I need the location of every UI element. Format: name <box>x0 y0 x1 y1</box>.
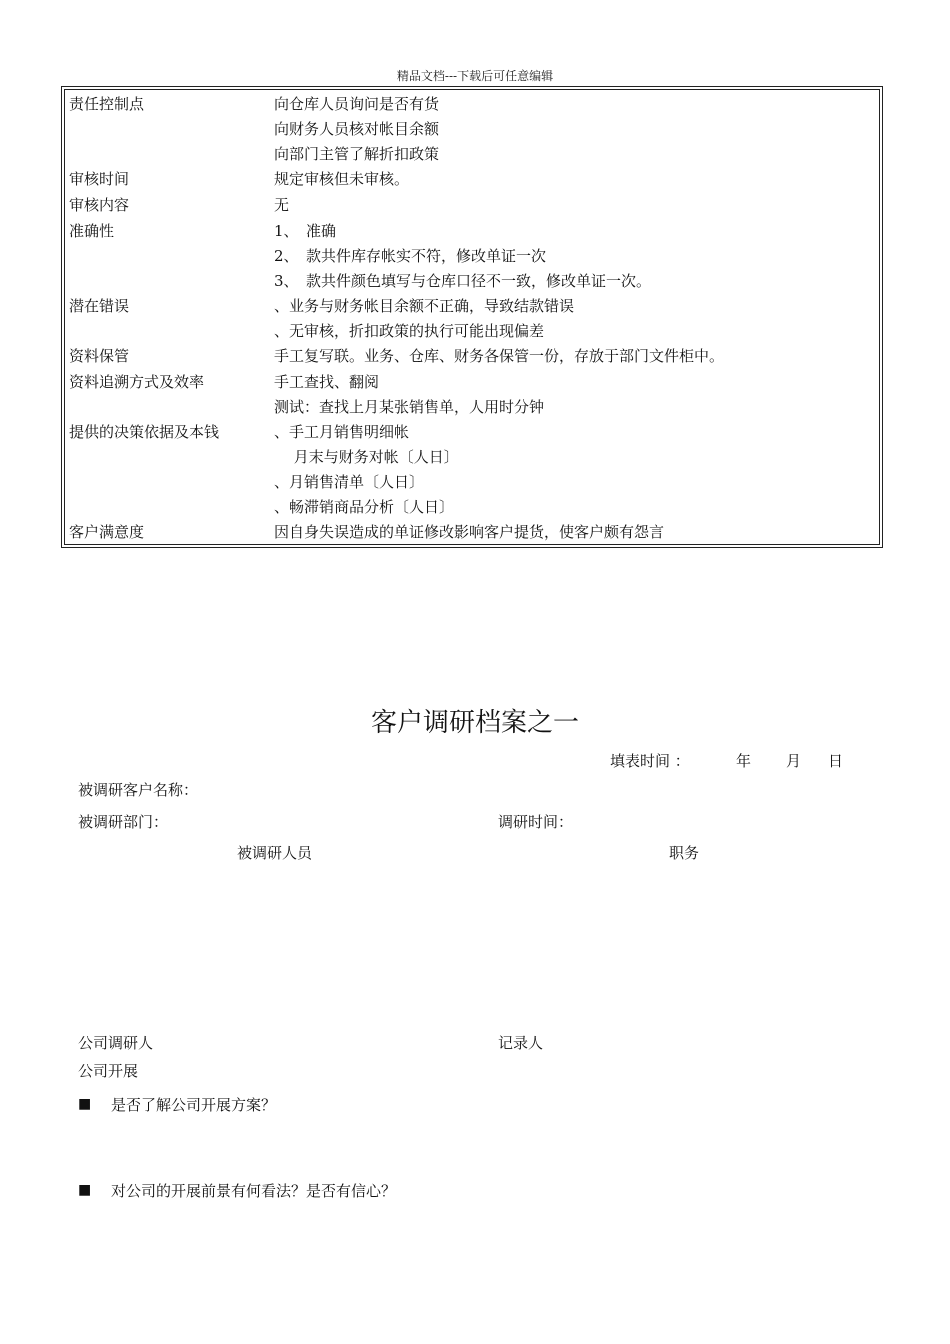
control-table <box>64 89 880 545</box>
row-value: 、手工月销售明细帐 <box>274 423 410 441</box>
position-label: 职务 <box>669 844 700 862</box>
survey-time-label: 调研时间： <box>498 813 574 831</box>
department-label: 被调研部门： <box>78 813 169 831</box>
row-label: 责任控制点 <box>69 95 145 113</box>
row-value: 、畅滞销商品分析〔人日〕 <box>274 498 455 516</box>
row-value: 月末与财务对帐〔人日〕 <box>274 448 459 466</box>
row-label: 资料保管 <box>69 347 130 365</box>
page-header: 精品文档---下载后可任意编辑 <box>396 69 554 83</box>
row-label: 潜在错误 <box>69 297 130 315</box>
row-value: 手工复写联。业务、仓库、财务各保管一份，存放于部门文件柜中。 <box>274 347 725 365</box>
row-label: 审核内容 <box>69 196 130 214</box>
row-label: 资料追溯方式及效率 <box>69 373 205 391</box>
row-value: 2、 款共件库存帐实不符，修改单证一次 <box>274 247 547 265</box>
company-development-label: 公司开展 <box>78 1062 139 1080</box>
row-value: 向仓库人员询问是否有货 <box>274 95 440 113</box>
row-value: 无 <box>274 196 290 214</box>
row-label: 准确性 <box>69 222 115 240</box>
row-value: 规定审核但未审核。 <box>274 170 410 188</box>
row-value: 手工查找、翻阅 <box>274 373 380 391</box>
row-value: 1、 准确 <box>274 222 337 240</box>
row-label: 审核时间 <box>69 170 130 188</box>
row-value: 、业务与财务帐目余额不正确，导致结款错误 <box>274 297 575 315</box>
square-bullet-icon: ■ <box>78 1182 92 1198</box>
square-bullet-icon: ■ <box>78 1096 92 1112</box>
day-label: 日 <box>828 752 844 770</box>
row-value: 、无审核，折扣政策的执行可能出现偏差 <box>274 322 545 340</box>
row-value: 向部门主管了解折扣政策 <box>274 145 440 163</box>
question-2: 对公司的开展前景有何看法？是否有信心？ <box>111 1182 397 1200</box>
row-value: 向财务人员核对帐目余额 <box>274 120 440 138</box>
fill-time-label: 填表时间 ： <box>610 752 690 770</box>
month-label: 月 <box>786 752 802 770</box>
row-label: 客户满意度 <box>69 523 145 541</box>
company-researcher-label: 公司调研人 <box>78 1034 154 1052</box>
row-label: 提供的决策依据及本钱 <box>69 423 220 441</box>
question-1: 是否了解公司开展方案？ <box>111 1096 277 1114</box>
year-label: 年 <box>736 752 752 770</box>
row-value: 因自身失误造成的单证修改影响客户提货，使客户颇有怨言 <box>274 523 665 541</box>
row-value: 测试：查找上月某张销售单，人用时分钟 <box>274 398 545 416</box>
customer-name-label: 被调研客户名称： <box>78 781 199 799</box>
recorder-label: 记录人 <box>498 1034 544 1052</box>
surveyed-person-label: 被调研人员 <box>237 844 313 862</box>
form-title: 客户调研档案之一 <box>370 708 579 738</box>
row-value: 、月销售清单〔人日〕 <box>274 473 425 491</box>
row-value: 3、 款共件颜色填写与仓库口径不一致，修改单证一次。 <box>274 272 652 290</box>
